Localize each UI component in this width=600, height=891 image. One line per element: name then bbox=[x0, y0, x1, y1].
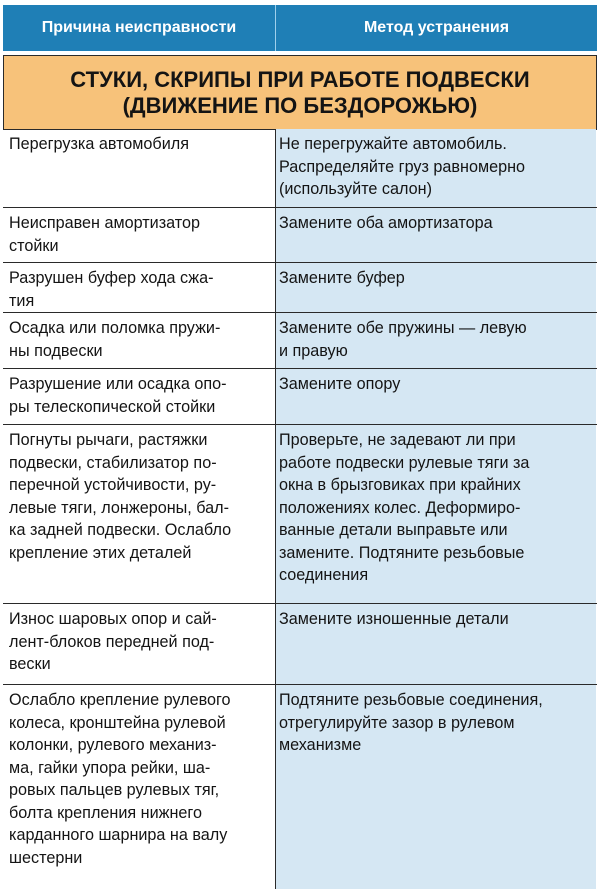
table-row bbox=[3, 425, 597, 604]
remedy-cell: Проверьте, не задевают ли при работе подвески рулевые тяги за окна в брызговиках при крайних положениях колес. Деформиро- ванные детали выправьте или замените. Подтяните резьбовые соединения bbox=[279, 431, 530, 584]
table-row bbox=[3, 208, 597, 263]
cause-cell: Разрушен буфер хода сжа- тия bbox=[9, 269, 214, 310]
cause-cell: Неисправен амортизатор стойки bbox=[9, 214, 201, 255]
remedy-cell: Не перегружайте автомобиль. Распределяйте груз равномерно (используйте салон) bbox=[279, 135, 526, 198]
remedy-cell: Подтяните резьбовые соединения, отрегулируйте зазор в рулевом механизме bbox=[279, 691, 543, 754]
table-row bbox=[3, 263, 597, 313]
cause-cell: Разрушение или осадка опо- ры телескопической стойки bbox=[9, 375, 227, 416]
remedy-cell: Замените опору bbox=[279, 375, 401, 393]
table-row bbox=[3, 129, 597, 208]
remedy-cell: Замените изношенные детали bbox=[279, 610, 509, 628]
cause-cell: Износ шаровых опор и сай- лент-блоков передней под- вески bbox=[9, 610, 217, 673]
remedy-cell: Замените оба амортизатора bbox=[279, 214, 493, 232]
table-row bbox=[3, 685, 597, 889]
table-row bbox=[3, 313, 597, 369]
remedy-cell: Замените обе пружины — левую и правую bbox=[279, 319, 527, 360]
cause-cell: Перегрузка автомобиля bbox=[9, 135, 189, 153]
header-cause: Причина неисправности bbox=[3, 5, 276, 51]
troubleshooting-table bbox=[3, 129, 597, 889]
remedy-cell: Замените буфер bbox=[279, 269, 405, 287]
table-row bbox=[3, 604, 597, 685]
table-header bbox=[3, 5, 597, 51]
table-row bbox=[3, 369, 597, 425]
section-title: СТУКИ, СКРИПЫ ПРИ РАБОТЕ ПОДВЕСКИ (ДВИЖЕНИЕ ПО БЕЗДОРОЖЬЮ) bbox=[70, 66, 530, 118]
header-remedy: Метод устранения bbox=[363, 19, 510, 36]
cause-cell: Осадка или поломка пружи- ны подвески bbox=[9, 319, 221, 360]
section-title-box bbox=[3, 55, 597, 130]
cause-cell: Погнуты рычаги, растяжки подвески, стабилизатор по- перечной устойчивости, ру- левые тяги, лонжероны, бал- ка задней подвески. Ослабло крепление этих деталей bbox=[9, 431, 232, 562]
cause-cell: Ослабло крепление рулевого колеса, кронштейна рулевой колонки, рулевого механиз- ма, гайки упора рейки, ша- ровых пальцев рулевых тяг, болта крепления нижнего карданного шарнира на валу шестерни bbox=[9, 691, 231, 867]
